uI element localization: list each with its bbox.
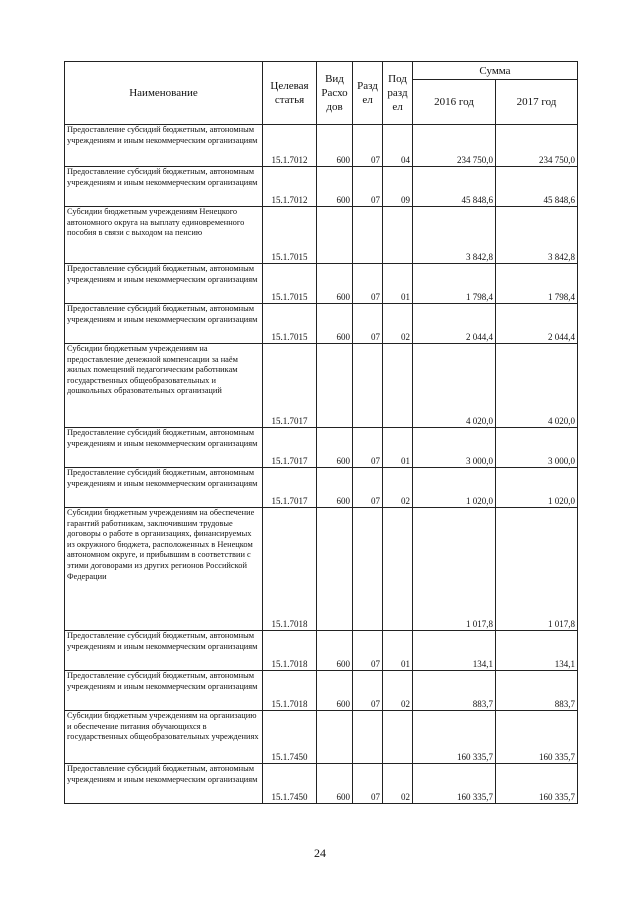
row-target-article: 15.1.7015 xyxy=(263,304,317,344)
table-row xyxy=(65,207,578,264)
row-sum-2016: 160 335,7 xyxy=(413,711,496,764)
row-sum-2016: 1 020,0 xyxy=(413,468,496,508)
header-target-article: Целевая статья xyxy=(263,62,317,125)
header-year-2016: 2016 год xyxy=(413,80,496,125)
row-name: Предоставление субсидий бюджетным, автономным учреждениям и иным некоммерческим организациям xyxy=(65,468,263,508)
row-expense-type: 600 xyxy=(317,264,353,304)
row-sum-2016: 4 020,0 xyxy=(413,344,496,428)
table-row xyxy=(65,468,578,508)
row-subsection: 04 xyxy=(383,125,413,167)
row-sum-2017: 160 335,7 xyxy=(496,711,578,764)
row-expense-type xyxy=(317,344,353,428)
row-target-article: 15.1.7018 xyxy=(263,631,317,671)
row-expense-type xyxy=(317,711,353,764)
row-sum-2017: 3 842,8 xyxy=(496,207,578,264)
row-section: 07 xyxy=(353,671,383,711)
row-subsection: 02 xyxy=(383,304,413,344)
row-name: Субсидии бюджетным учреждениям на предоставление денежной компенсации за наём жилых помещений педагогическим работникам государственных общеобразовательных и дошкольных образовательных организаций xyxy=(65,344,263,428)
row-sum-2016: 2 044,4 xyxy=(413,304,496,344)
row-sum-2017: 45 848,6 xyxy=(496,167,578,207)
table-row xyxy=(65,304,578,344)
row-subsection: 09 xyxy=(383,167,413,207)
row-target-article: 15.1.7018 xyxy=(263,508,317,631)
row-section: 07 xyxy=(353,304,383,344)
table-row xyxy=(65,711,578,764)
row-target-article: 15.1.7012 xyxy=(263,167,317,207)
header-sum: Сумма xyxy=(413,62,578,80)
row-name: Предоставление субсидий бюджетным, автономным учреждениям и иным некоммерческим организациям xyxy=(65,264,263,304)
header-section: Разд ел xyxy=(353,62,383,125)
row-section xyxy=(353,711,383,764)
row-sum-2016: 160 335,7 xyxy=(413,764,496,804)
row-name: Субсидии бюджетным учреждениям Ненецкого автономного округа на выплату единовременного пособия в связи с выходом на пенсию xyxy=(65,207,263,264)
table-row xyxy=(65,764,578,804)
row-expense-type: 600 xyxy=(317,125,353,167)
row-sum-2016: 883,7 xyxy=(413,671,496,711)
row-expense-type: 600 xyxy=(317,167,353,207)
row-sum-2017: 134,1 xyxy=(496,631,578,671)
row-target-article: 15.1.7017 xyxy=(263,428,317,468)
page-number: 24 xyxy=(314,846,326,860)
row-target-article: 15.1.7450 xyxy=(263,764,317,804)
row-target-article: 15.1.7015 xyxy=(263,264,317,304)
row-sum-2017: 1 020,0 xyxy=(496,468,578,508)
row-name: Предоставление субсидий бюджетным, автономным учреждениям и иным некоммерческим организациям xyxy=(65,304,263,344)
row-target-article: 15.1.7018 xyxy=(263,671,317,711)
row-sum-2016: 1 798,4 xyxy=(413,264,496,304)
row-section: 07 xyxy=(353,125,383,167)
row-sum-2017: 2 044,4 xyxy=(496,304,578,344)
row-subsection: 02 xyxy=(383,468,413,508)
header-name: Наименование xyxy=(65,62,263,125)
row-sum-2017: 160 335,7 xyxy=(496,764,578,804)
row-expense-type: 600 xyxy=(317,428,353,468)
row-section xyxy=(353,508,383,631)
table-row xyxy=(65,631,578,671)
row-expense-type xyxy=(317,508,353,631)
row-name: Субсидии бюджетным учреждениям на организацию и обеспечение питания обучающихся в государственных общеобразовательных учреждениях xyxy=(65,711,263,764)
row-name: Субсидии бюджетным учреждениям на обеспечение гарантий работникам, заключившим трудовые договоры о работе в организациях, финансируемых из окружного бюджета, расположенных в Ненецком автономном округе, и прибывшим в соответствии с этими договорами из других регионов Российской Федерации xyxy=(65,508,263,631)
table-body xyxy=(65,125,578,804)
row-section xyxy=(353,344,383,428)
table-row xyxy=(65,167,578,207)
row-expense-type: 600 xyxy=(317,468,353,508)
row-name: Предоставление субсидий бюджетным, автономным учреждениям и иным некоммерческим организациям xyxy=(65,428,263,468)
row-sum-2017: 234 750,0 xyxy=(496,125,578,167)
table-row xyxy=(65,508,578,631)
table-row xyxy=(65,125,578,167)
budget-table xyxy=(64,61,578,804)
row-section: 07 xyxy=(353,167,383,207)
row-sum-2016: 234 750,0 xyxy=(413,125,496,167)
header-expense-type: Вид Расхо дов xyxy=(317,62,353,125)
header-year-2017: 2017 год xyxy=(496,80,578,125)
row-subsection: 02 xyxy=(383,671,413,711)
row-expense-type: 600 xyxy=(317,631,353,671)
row-subsection: 02 xyxy=(383,764,413,804)
row-section: 07 xyxy=(353,764,383,804)
table-row xyxy=(65,671,578,711)
row-target-article: 15.1.7450 xyxy=(263,711,317,764)
row-sum-2016: 1 017,8 xyxy=(413,508,496,631)
row-sum-2017: 883,7 xyxy=(496,671,578,711)
row-sum-2016: 3 000,0 xyxy=(413,428,496,468)
table-row xyxy=(65,344,578,428)
row-expense-type: 600 xyxy=(317,764,353,804)
header-subsection: Под разд ел xyxy=(383,62,413,125)
table-row xyxy=(65,264,578,304)
row-subsection xyxy=(383,508,413,631)
row-expense-type: 600 xyxy=(317,671,353,711)
row-target-article: 15.1.7017 xyxy=(263,468,317,508)
row-subsection: 01 xyxy=(383,428,413,468)
row-sum-2017: 4 020,0 xyxy=(496,344,578,428)
row-sum-2017: 1 798,4 xyxy=(496,264,578,304)
row-sum-2017: 3 000,0 xyxy=(496,428,578,468)
row-subsection xyxy=(383,711,413,764)
row-name: Предоставление субсидий бюджетным, автономным учреждениям и иным некоммерческим организациям xyxy=(65,764,263,804)
row-subsection: 01 xyxy=(383,631,413,671)
row-section: 07 xyxy=(353,468,383,508)
table-row xyxy=(65,428,578,468)
row-section: 07 xyxy=(353,264,383,304)
row-expense-type: 600 xyxy=(317,304,353,344)
row-target-article: 15.1.7012 xyxy=(263,125,317,167)
row-expense-type xyxy=(317,207,353,264)
row-section: 07 xyxy=(353,631,383,671)
row-name: Предоставление субсидий бюджетным, автономным учреждениям и иным некоммерческим организациям xyxy=(65,167,263,207)
row-target-article: 15.1.7015 xyxy=(263,207,317,264)
row-sum-2016: 134,1 xyxy=(413,631,496,671)
row-sum-2017: 1 017,8 xyxy=(496,508,578,631)
row-subsection xyxy=(383,344,413,428)
row-subsection: 01 xyxy=(383,264,413,304)
row-sum-2016: 3 842,8 xyxy=(413,207,496,264)
row-name: Предоставление субсидий бюджетным, автономным учреждениям и иным некоммерческим организациям xyxy=(65,671,263,711)
row-sum-2016: 45 848,6 xyxy=(413,167,496,207)
row-target-article: 15.1.7017 xyxy=(263,344,317,428)
row-section: 07 xyxy=(353,428,383,468)
row-subsection xyxy=(383,207,413,264)
row-name: Предоставление субсидий бюджетным, автономным учреждениям и иным некоммерческим организациям xyxy=(65,631,263,671)
row-name: Предоставление субсидий бюджетным, автономным учреждениям и иным некоммерческим организациям xyxy=(65,125,263,167)
row-section xyxy=(353,207,383,264)
